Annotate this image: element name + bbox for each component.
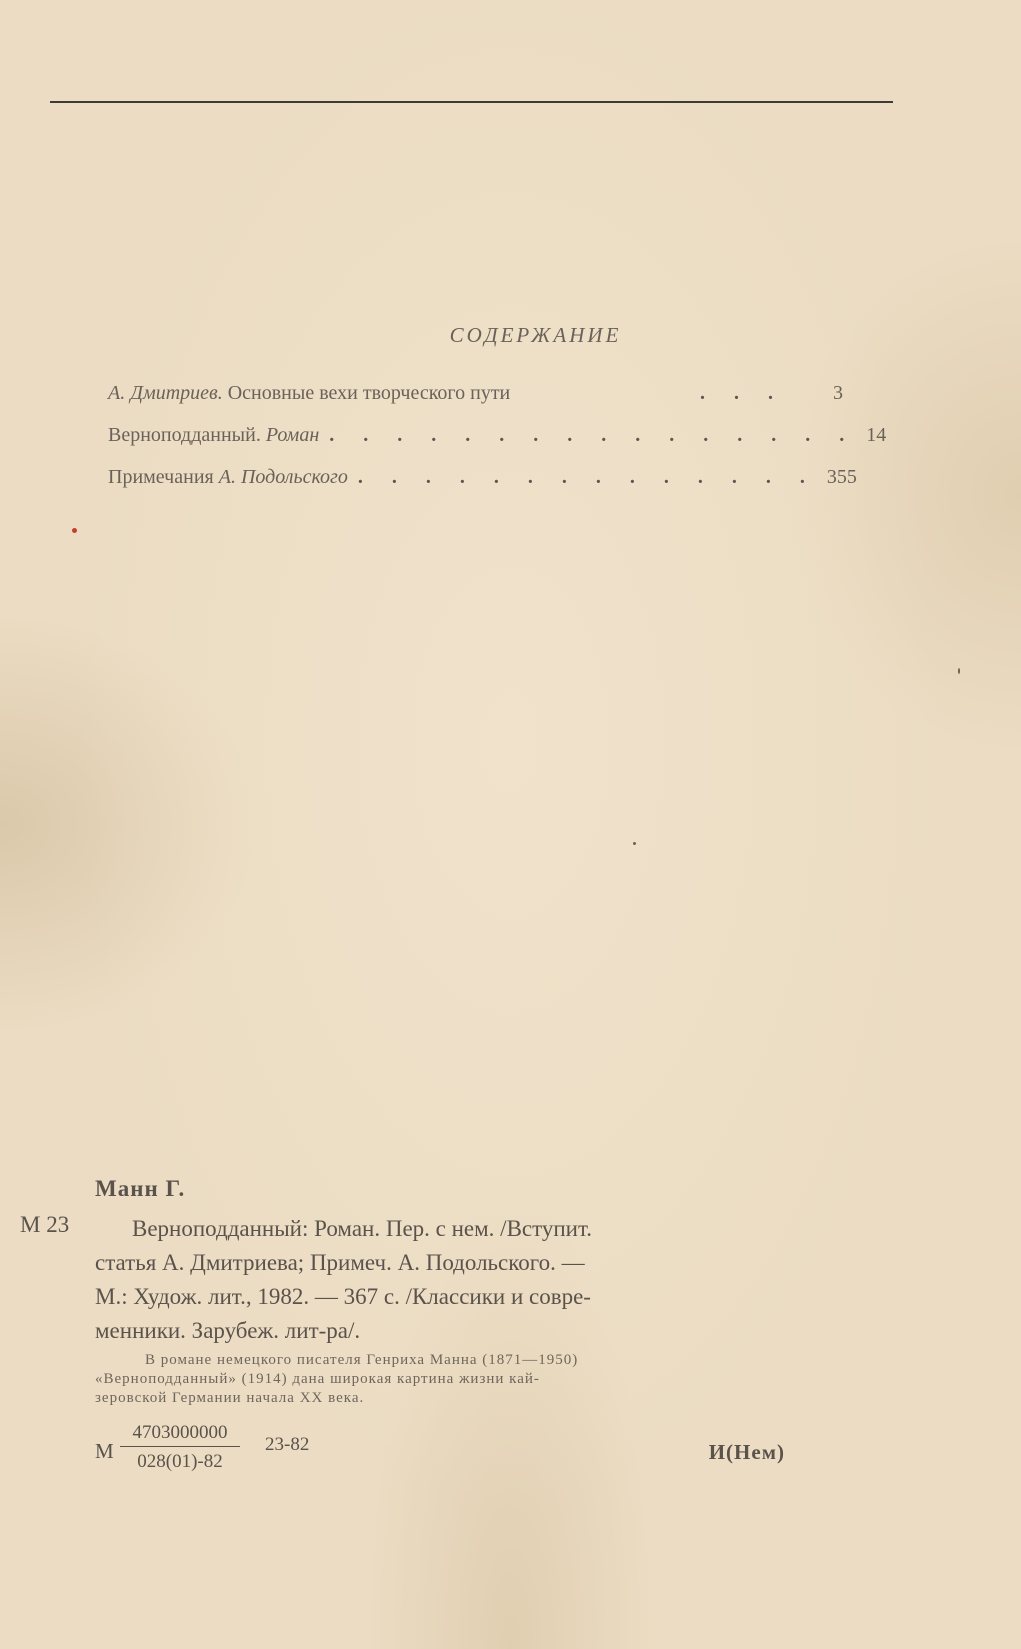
record-code: М 23	[20, 1212, 70, 1237]
record-line: Верноподданный: Роман. Пер. с нем. /Вступит.	[132, 1216, 593, 1241]
record-line: статья А. Дмитриева; Примеч. А. Подольского. —	[95, 1250, 585, 1275]
toc-entry-name: Основные вехи творческого пути	[222, 382, 511, 404]
annotation-line: «Верноподданный» (1914) дана широкая картина жизни кай-	[95, 1371, 540, 1387]
annotation-line: зеровской Германии начала XX века.	[95, 1390, 365, 1406]
ink-speck	[958, 668, 960, 674]
table-of-contents	[108, 382, 887, 508]
record-line: М.: Худож. лит., 1982. — 367 с. /Классики и совре-	[95, 1284, 591, 1309]
toc-entry-page: 3	[833, 382, 843, 404]
toc-entry-author: А. Дмитриев.	[108, 382, 223, 404]
toc-leader-dots: . . . . . . . . . . . . . . . .	[329, 424, 857, 446]
toc-entry-title	[108, 382, 510, 405]
record-description	[95, 1212, 775, 1348]
toc-leader-dots: . . . . . . . . . . . . . .	[357, 466, 817, 488]
toc-entry-title	[108, 466, 348, 489]
ink-speck	[633, 842, 636, 845]
toc-entry	[108, 424, 887, 466]
toc-entry	[108, 382, 843, 424]
record-author: Манн Г.	[95, 1176, 186, 1201]
toc-entry-page: 14	[866, 424, 887, 446]
classification-numerator: 4703000000	[120, 1422, 240, 1447]
annotation-line: В романе немецкого писателя Генриха Манна (1871—1950)	[145, 1352, 579, 1368]
classification-index: И(Нем)	[708, 1440, 785, 1464]
toc-entry	[108, 466, 857, 508]
record-line: менники. Зарубеж. лит-ра/.	[95, 1318, 361, 1343]
top-rule	[50, 101, 893, 103]
toc-entry-name: Верноподданный.	[108, 424, 266, 446]
toc-entry-genre: Роман	[265, 424, 320, 446]
toc-entry-page: 355	[826, 466, 857, 488]
ink-speck	[72, 528, 77, 533]
toc-heading: СОДЕРЖАНИЕ	[449, 323, 622, 347]
toc-leader-dots: . . .	[700, 382, 785, 404]
toc-entry-title	[108, 424, 319, 447]
classification-letter: М	[95, 1439, 114, 1463]
classification-fraction	[120, 1422, 240, 1473]
toc-entry-name: Примечания	[108, 466, 219, 488]
classification-block	[95, 1422, 785, 1492]
record-annotation	[95, 1351, 780, 1408]
classification-order: 23-82	[265, 1434, 310, 1455]
toc-entry-author: А. Подольского	[218, 466, 348, 488]
classification-denominator: 028(01)-82	[137, 1451, 223, 1472]
